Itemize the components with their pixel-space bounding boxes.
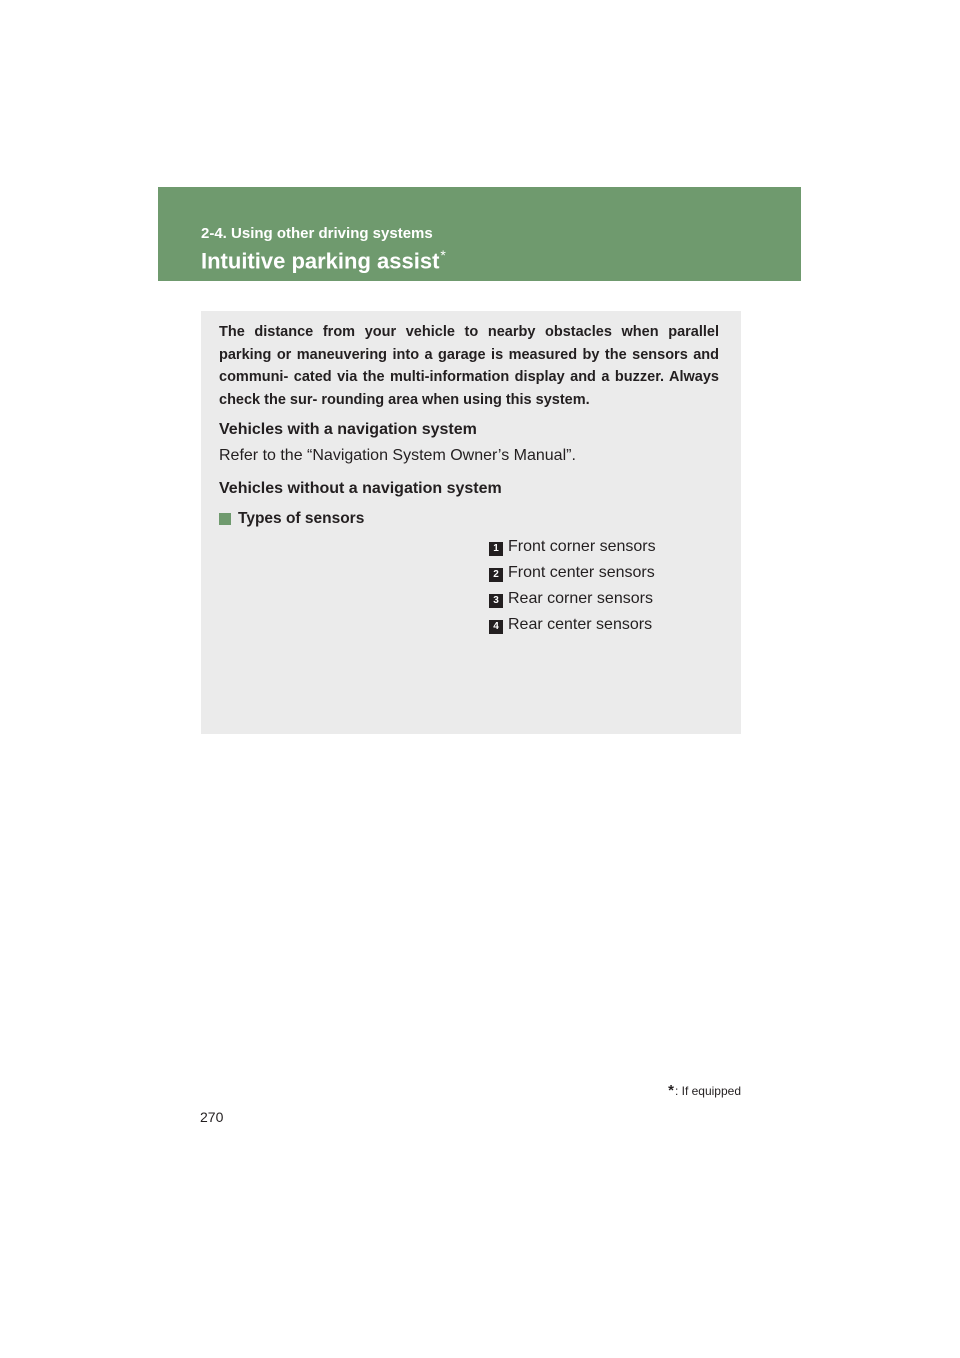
- no-nav-section-heading: Vehicles without a navigation system: [219, 480, 502, 497]
- nav-section-heading: Vehicles with a navigation system: [219, 421, 477, 438]
- page-number: 270: [200, 1109, 224, 1125]
- sensor-legend-label: Front corner sensors: [508, 538, 656, 555]
- number-3-icon: 3: [489, 594, 503, 608]
- sensor-legend-label: Rear corner sensors: [508, 590, 653, 607]
- sensor-legend-item-1: [489, 538, 656, 556]
- section-header-band: [158, 187, 801, 281]
- title-asterisk: *: [440, 247, 446, 263]
- sensor-legend-item-4: [489, 616, 652, 634]
- sensor-types-heading: [219, 510, 364, 528]
- sensor-legend-label: Front center sensors: [508, 564, 655, 581]
- intro-paragraph: The distance from your vehicle to nearby obstacles when parallel parking or maneuvering into a garage is measured by the sensors and communi- cated via the multi-information display and a buzzer. Always check the sur- rounding area when using this system.: [219, 324, 719, 408]
- section-label: 2-4. Using other driving systems: [201, 225, 433, 242]
- number-1-icon: 1: [489, 542, 503, 556]
- footnote-asterisk-icon: *: [668, 1082, 674, 1099]
- page-title-text: Intuitive parking assist: [201, 248, 440, 274]
- content-panel: [201, 311, 741, 734]
- sensor-legend-item-3: [489, 590, 653, 608]
- sensor-types-heading-text: Types of sensors: [238, 510, 365, 527]
- number-4-icon: 4: [489, 620, 503, 634]
- nav-section-text: Refer to the “Navigation System Owner’s Manual”.: [219, 447, 576, 464]
- sensor-legend-label: Rear center sensors: [508, 616, 653, 633]
- footnote: [668, 1082, 741, 1099]
- number-2-icon: 2: [489, 568, 503, 582]
- footnote-text: : If equipped: [674, 1083, 741, 1098]
- sensor-legend-item-2: [489, 564, 655, 582]
- square-bullet-icon: [219, 513, 231, 525]
- page-title: [201, 247, 446, 274]
